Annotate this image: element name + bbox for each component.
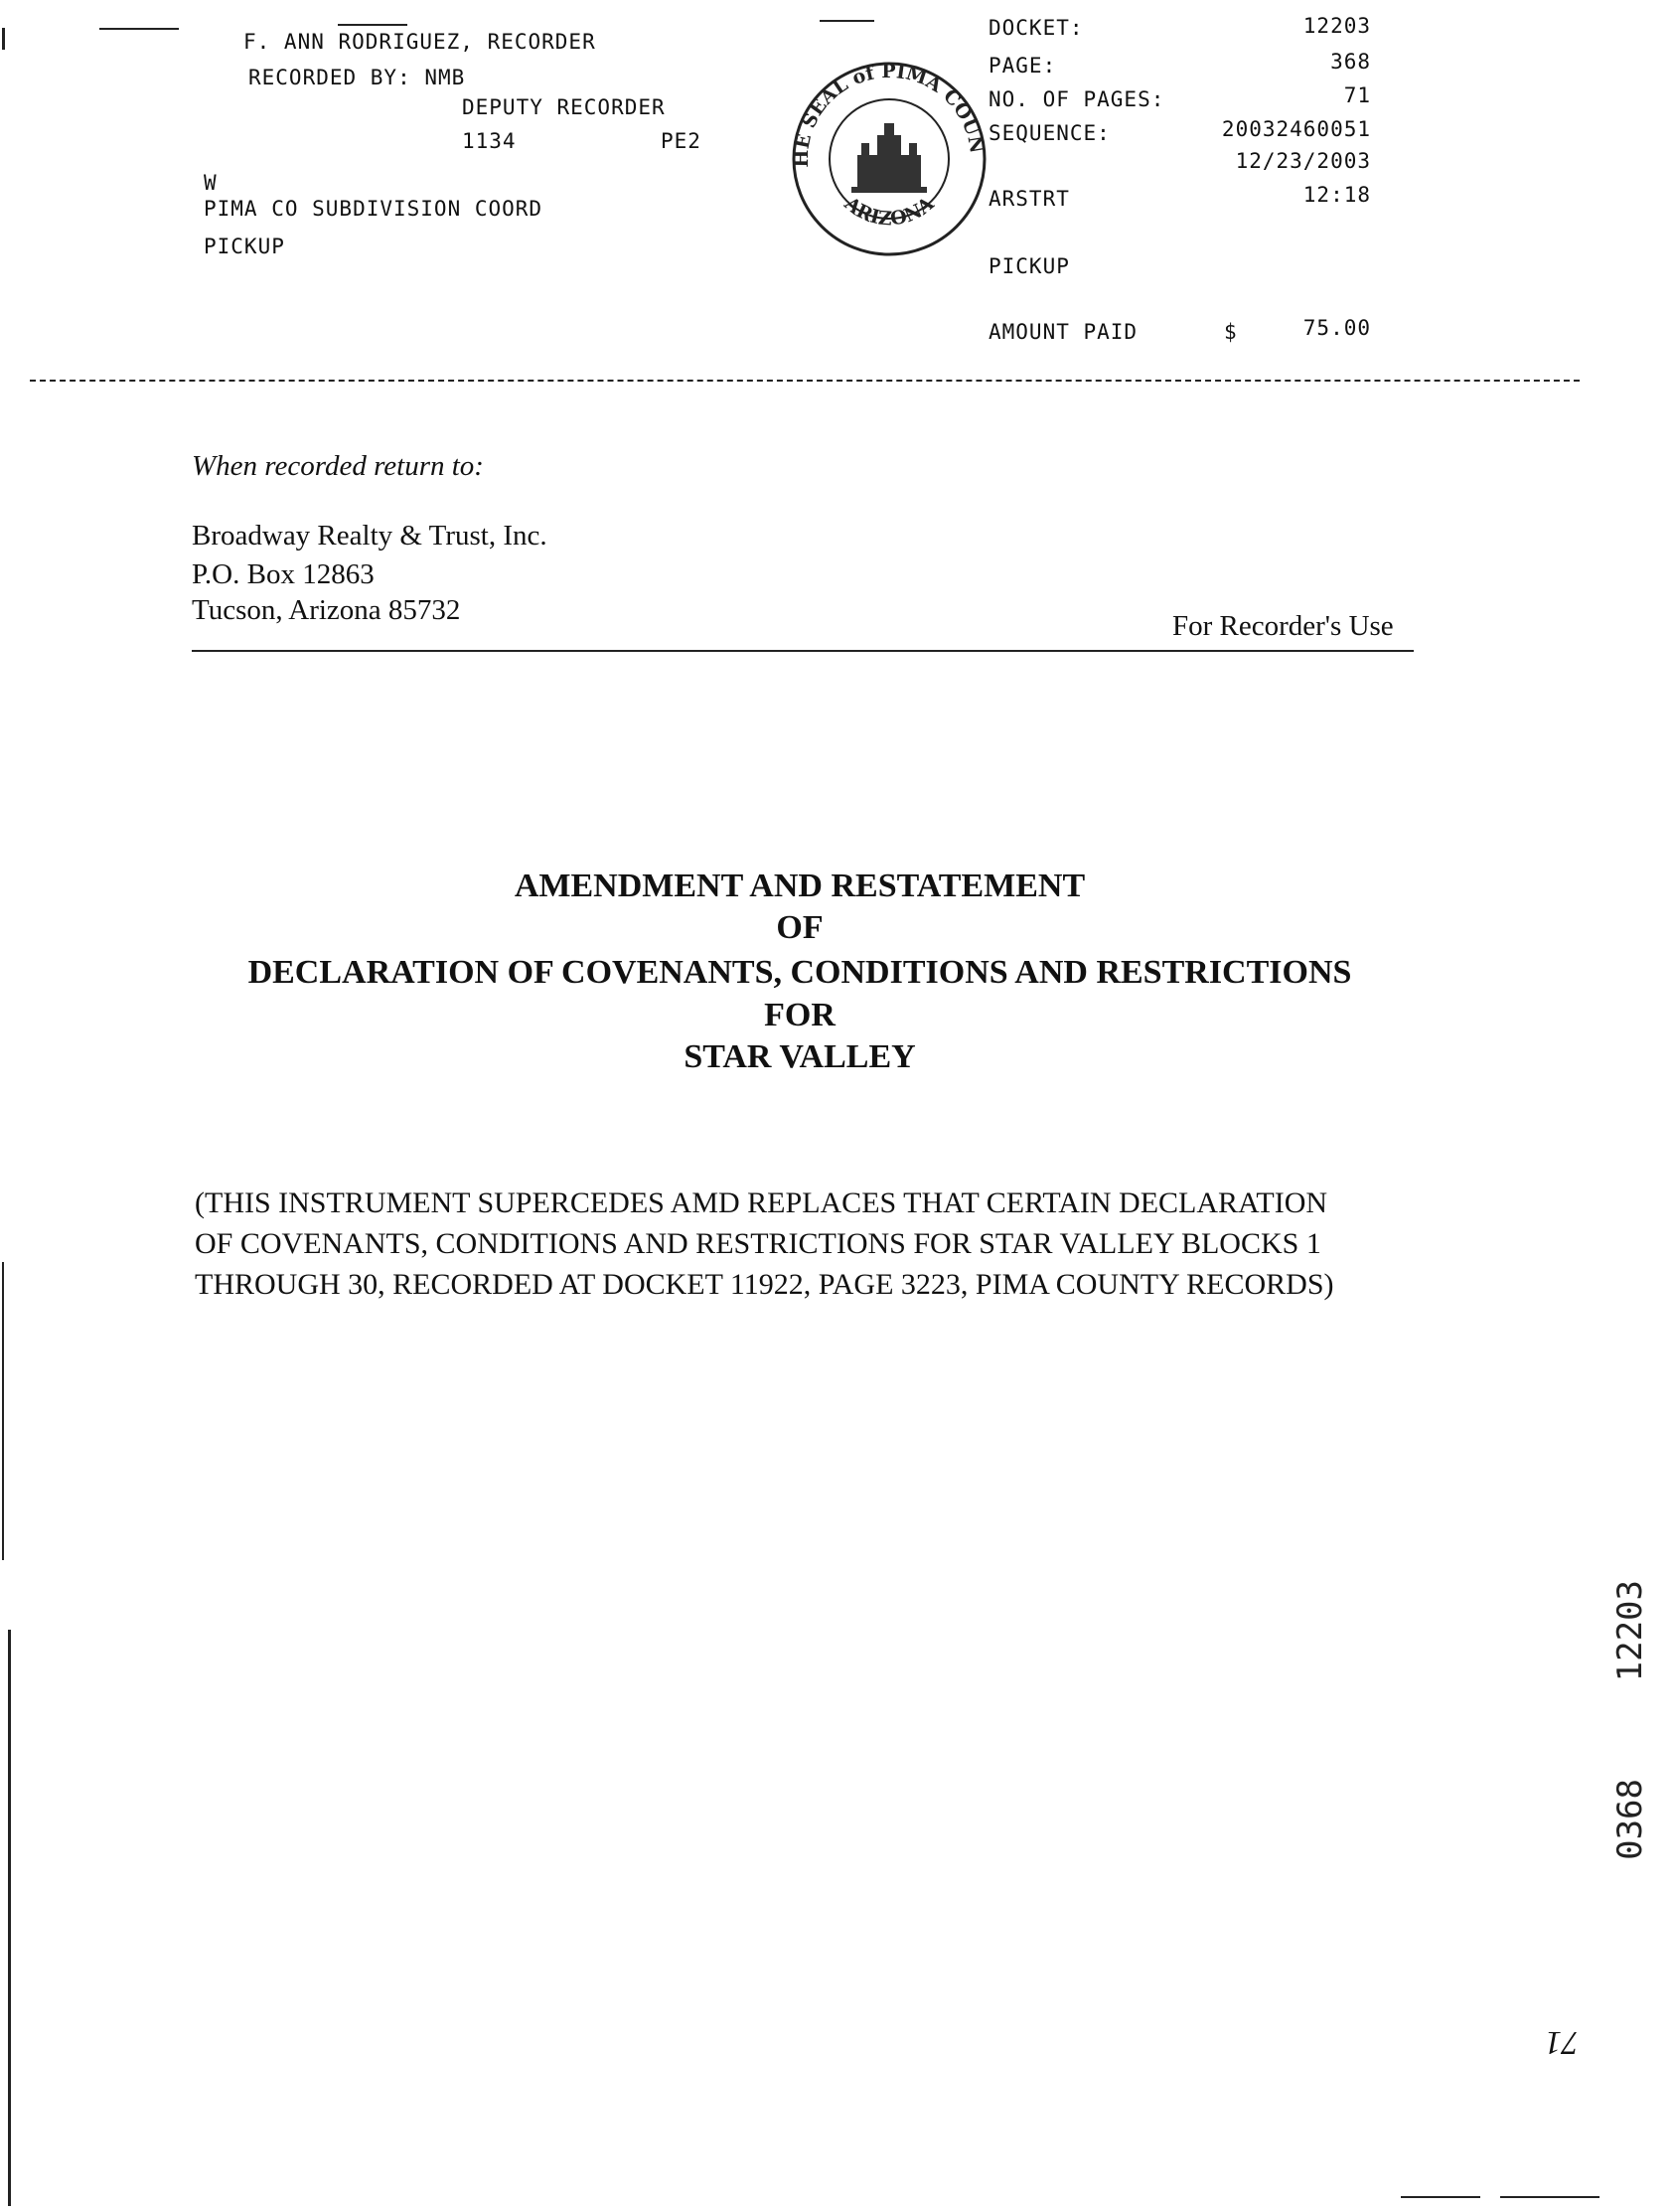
arstrt-label: ARSTRT bbox=[989, 187, 1070, 211]
docket-value: 12203 bbox=[1302, 14, 1371, 38]
title-line-3: DECLARATION OF COVENANTS, CONDITIONS AND RESTRICTIONS bbox=[247, 954, 1352, 991]
return-to-line-2: P.O. Box 12863 bbox=[192, 558, 375, 590]
bottom-scan-rule-2 bbox=[1500, 2196, 1599, 2198]
title-line-4: FOR bbox=[764, 997, 836, 1033]
bottom-scan-rule-1 bbox=[1401, 2196, 1480, 2198]
amount-paid-label: AMOUNT PAID bbox=[989, 320, 1139, 344]
record-time: 12:18 bbox=[1302, 183, 1371, 207]
handwritten-page-count: 71 bbox=[1545, 2024, 1579, 2061]
margin-docket-stamp: 12203 bbox=[1610, 1580, 1650, 1682]
stamp-top-rule-3 bbox=[820, 20, 874, 22]
stamp-code-left: 1134 bbox=[462, 129, 517, 153]
seal-graphic bbox=[790, 60, 989, 258]
seal-building-icon bbox=[851, 123, 927, 193]
docket-label: DOCKET: bbox=[989, 16, 1084, 40]
pima-county-seal bbox=[790, 60, 989, 258]
margin-page-stamp: 0368 bbox=[1610, 1779, 1650, 1860]
recorder-name: F. ANN RODRIGUEZ, RECORDER bbox=[243, 30, 596, 54]
record-date: 12/23/2003 bbox=[1235, 149, 1371, 173]
deputy-recorder: DEPUTY RECORDER bbox=[462, 95, 666, 119]
title-line-2: OF bbox=[776, 909, 824, 946]
supersedes-line-1: (THIS INSTRUMENT SUPERCEDES AMD REPLACES THAT CERTAIN DECLARATION bbox=[195, 1186, 1328, 1219]
scan-edge-mark-top bbox=[2, 28, 5, 50]
return-to-heading: When recorded return to: bbox=[192, 450, 484, 482]
seal-top-text: HE SEAL of PIMA COUN bbox=[790, 60, 989, 168]
pages-value: 71 bbox=[1343, 83, 1371, 107]
stamp-top-rule-1 bbox=[99, 28, 179, 30]
pickup-left: PICKUP bbox=[204, 235, 285, 258]
pickup-right: PICKUP bbox=[989, 254, 1070, 278]
stamp-code-right: PE2 bbox=[661, 129, 701, 153]
supersedes-line-2: OF COVENANTS, CONDITIONS AND RESTRICTIONS FOR STAR VALLEY BLOCKS 1 bbox=[195, 1227, 1321, 1260]
page-value: 368 bbox=[1330, 50, 1371, 74]
supersedes-line-3: THROUGH 30, RECORDED AT DOCKET 11922, PAGE 3223, PIMA COUNTY RECORDS) bbox=[195, 1268, 1334, 1301]
amount-currency: $ bbox=[1224, 320, 1238, 344]
return-to-line-1: Broadway Realty & Trust, Inc. bbox=[192, 520, 547, 552]
recorders-use-rule bbox=[192, 650, 1414, 652]
title-line-5: STAR VALLEY bbox=[684, 1038, 916, 1075]
subdivision-coord: PIMA CO SUBDIVISION COORD bbox=[204, 197, 543, 221]
recorded-by: RECORDED BY: NMB bbox=[248, 66, 466, 89]
scan-edge-mark-bottom bbox=[8, 1630, 11, 2206]
title-line-1: AMENDMENT AND RESTATEMENT bbox=[514, 868, 1086, 904]
recorders-use-label: For Recorder's Use bbox=[1172, 610, 1394, 642]
page-label: PAGE: bbox=[989, 54, 1057, 78]
stamp-w: W bbox=[204, 171, 218, 195]
seal-bottom-text: ARIZONA bbox=[839, 192, 939, 231]
sequence-label: SEQUENCE: bbox=[989, 121, 1111, 145]
scan-edge-mark-middle bbox=[2, 1262, 4, 1560]
sequence-value: 20032460051 bbox=[1221, 117, 1371, 141]
pages-label: NO. OF PAGES: bbox=[989, 87, 1165, 111]
stamp-bottom-rule bbox=[30, 380, 1580, 382]
return-to-line-3: Tucson, Arizona 85732 bbox=[192, 594, 461, 626]
amount-paid-value: 75.00 bbox=[1302, 316, 1371, 340]
stamp-top-rule-2 bbox=[338, 24, 407, 26]
